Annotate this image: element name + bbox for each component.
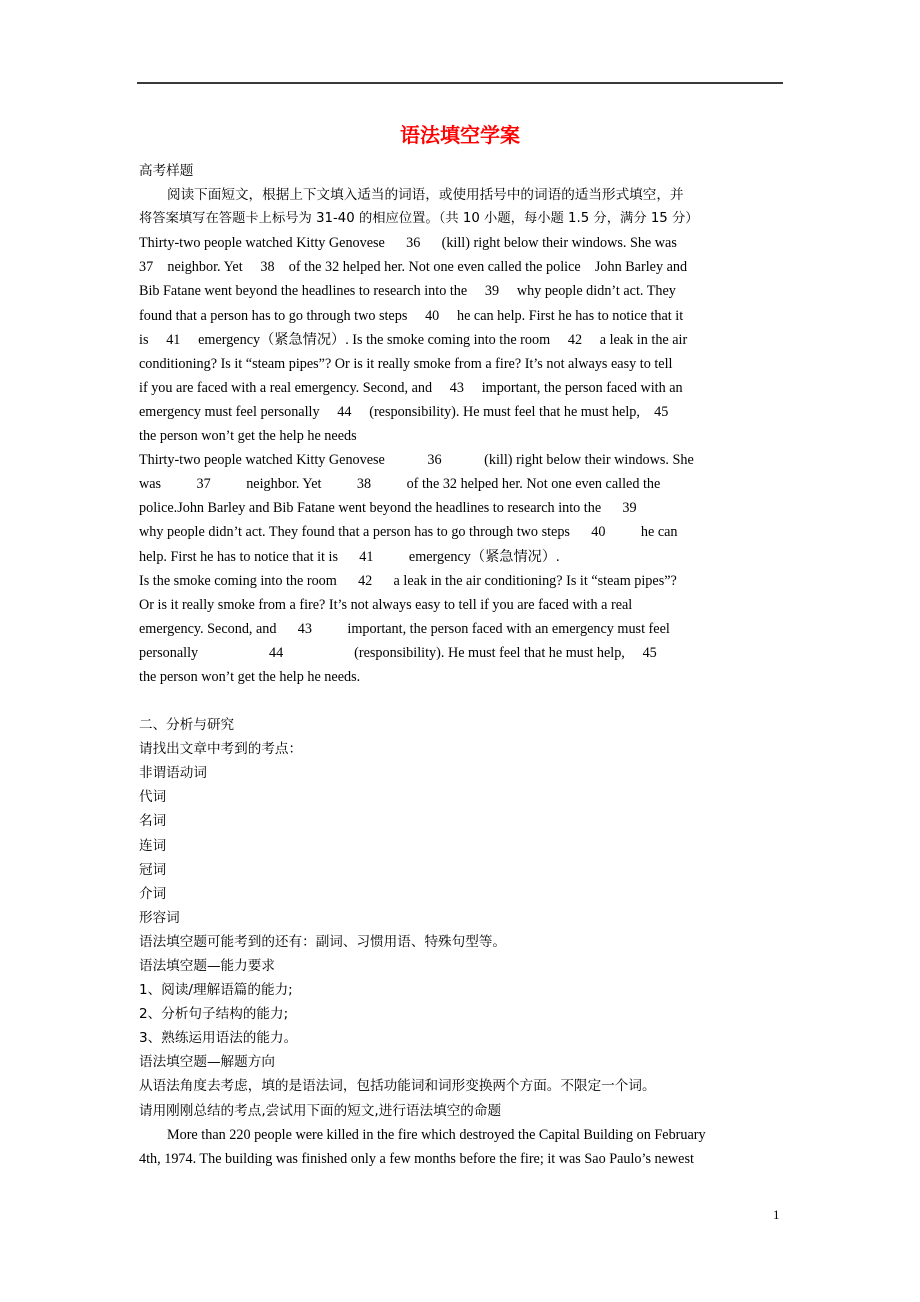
other-points-text: 语法填空题可能考到的还有：副词、习惯用语、特殊句型等。	[139, 933, 507, 950]
passage-a	[139, 231, 781, 448]
grammar-point: 非谓语动词	[139, 765, 207, 782]
grammar-point: 形容词	[139, 909, 180, 926]
grammar-point: 代词	[139, 789, 167, 806]
practice-passage	[139, 1123, 781, 1171]
document-body	[139, 159, 781, 1171]
passage-line: Thirty-two people watched Kitty Genovese 36 (kill) right below their windows. She	[139, 452, 694, 469]
passage-line: Thirty-two people watched Kitty Genovese 36 (kill) right below their windows. She was	[139, 235, 677, 252]
direction-heading: 语法填空题—解题方向	[139, 1054, 275, 1071]
passage-b	[139, 448, 781, 689]
instructions-line: 阅读下面短文，根据上下文填入适当的词语，或使用括号中的词语的适当形式填空，并	[167, 187, 684, 204]
passage-line: emergency must feel personally 44 (responsibility). He must feel that he must help, 45	[139, 403, 669, 420]
page-number: 1	[773, 1207, 780, 1222]
passage-line: why people didn’t act. They found that a person has to go through two steps 40 he can	[139, 524, 678, 541]
section-heading: 二、分析与研究	[139, 717, 235, 734]
ability-item: 1、阅读/理解语篇的能力;	[139, 982, 293, 999]
passage-line: Or is it really smoke from a fire? It’s not always easy to tell if you are faced with a real	[139, 596, 633, 613]
passage-line: personally 44 (responsibility). He must feel that he must help, 45	[139, 644, 657, 661]
instructions-line: 将答案填写在答题卡上标号为 31-40 的相应位置。（共 10 小题，每小题 1.5 分，满分 15 分）	[139, 211, 699, 227]
grammar-point: 介词	[139, 885, 167, 902]
direction-text: 从语法角度去考虑，填的是语法词，包括功能词和词形变换两个方面。不限定一个词。	[139, 1078, 656, 1095]
spacer	[139, 689, 781, 713]
passage-line: conditioning? Is it “steam pipes”? Or is it really smoke from a fire? It’s not always easy to tell	[139, 355, 673, 372]
passage-line: More than 220 people were killed in the fire which destroyed the Capital Building on February	[167, 1126, 706, 1143]
grammar-point: 名词	[139, 813, 167, 830]
passage-line: help. First he has to notice that it is 41 emergency（紧急情况）.	[139, 548, 560, 565]
grammar-points-list	[139, 761, 781, 930]
ability-heading: 语法填空题—能力要求	[139, 958, 275, 974]
passage-line: police.John Barley and Bib Fatane went beyond the headlines to research into the 39	[139, 500, 637, 517]
grammar-point: 冠词	[139, 861, 167, 878]
passage-line: emergency. Second, and 43 important, the person faced with an emergency must feel	[139, 620, 670, 637]
passage-line: Is the smoke coming into the room 42 a leak in the air conditioning? Is it “steam pipes”?	[139, 572, 677, 589]
document-title: 语法填空学案	[400, 123, 520, 147]
passage-line: the person won’t get the help he needs.	[139, 668, 361, 685]
prompt-text: 请找出文章中考到的考点：	[139, 741, 303, 758]
passage-line: was 37 neighbor. Yet 38 of the 32 helped her. Not one even called the	[139, 476, 661, 493]
passage-line: found that a person has to go through two steps 40 he can help. First he has to notice that it	[139, 307, 684, 324]
task-text: 请用刚刚总结的考点,尝试用下面的短文,进行语法填空的命题	[139, 1102, 502, 1119]
passage-line: 37 neighbor. Yet 38 of the 32 helped her. Not one even called the police John Barley and	[139, 259, 688, 276]
passage-line: is 41 emergency（紧急情况）. Is the smoke coming into the room 42 a leak in the air	[139, 331, 688, 348]
ability-item: 3、熟练运用语法的能力。	[139, 1030, 298, 1047]
header-rule	[137, 82, 783, 84]
ability-item: 2、分析句子结构的能力;	[139, 1006, 289, 1023]
passage-line: Bib Fatane went beyond the headlines to research into the 39 why people didn’t act. They	[139, 283, 676, 300]
abilities-list	[139, 978, 781, 1050]
grammar-point: 连词	[139, 837, 167, 854]
passage-line: if you are faced with a real emergency. Second, and 43 important, the person faced with an	[139, 379, 683, 396]
section-heading: 高考样题	[139, 163, 194, 179]
passage-line: the person won’t get the help he needs	[139, 428, 357, 445]
passage-line: 4th, 1974. The building was finished only a few months before the fire; it was Sao Paulo’s newest	[139, 1150, 694, 1167]
